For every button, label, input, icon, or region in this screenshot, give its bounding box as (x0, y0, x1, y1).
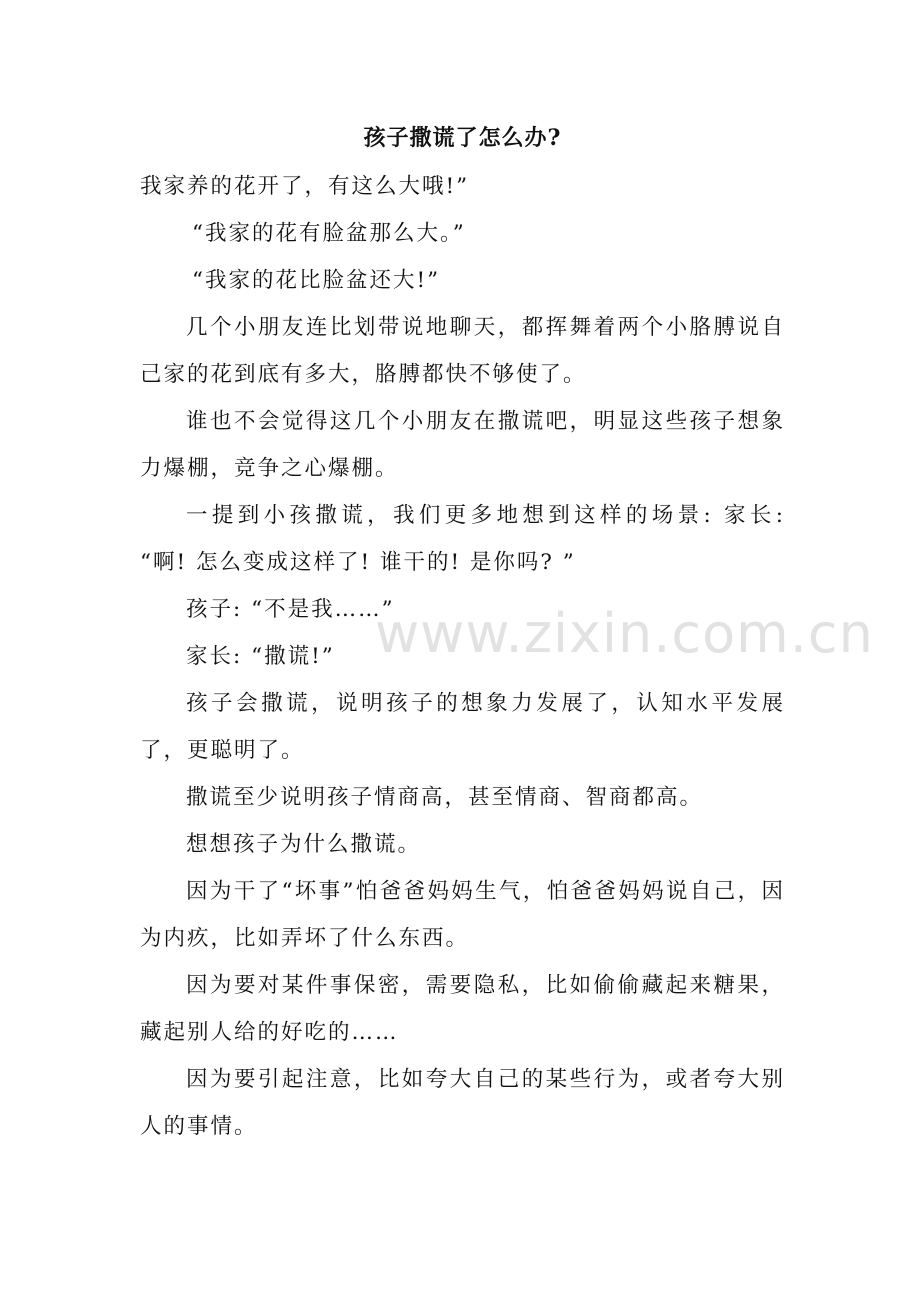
paragraph-11: 想想孩子为什么撒谎。 (186, 832, 422, 857)
watermark-text: www.zixin.com.cn (375, 602, 874, 665)
paragraph-7: 孩子: “不是我……” (186, 597, 395, 622)
paragraph-14: 因为要引起注意，比如夸大自己的某些行为，或者夸大别人的事情。 (140, 1067, 785, 1139)
paragraph-1: 我家养的花开了，有这么大哦!” (140, 174, 470, 199)
paragraph-12: 因为干了“坏事”怕爸爸妈妈生气，怕爸爸妈妈说自己，因为内疚，比如弄坏了什么东西。 (140, 879, 785, 951)
paragraph-4: 几个小朋友连比划带说地聊天，都挥舞着两个小胳膊说自己家的花到底有多大，胳膊都快不够使了。 (140, 315, 785, 387)
paragraph-10: 撒谎至少说明孩子情商高，甚至情商、智商都高。 (186, 785, 704, 810)
paragraph-13: 因为要对某件事保密，需要隐私，比如偷偷藏起来糖果，藏起别人给的好吃的…… (140, 973, 785, 1045)
paragraph-5: 谁也不会觉得这几个小朋友在撒谎吧，明显这些孩子想象力爆棚，竞争之心爆棚。 (140, 409, 785, 481)
paragraph-6: 一提到小孩撒谎，我们更多地想到这样的场景: 家长: “啊! 怎么变成这样了! 谁干的! 是你吗? ” (140, 503, 785, 575)
paragraph-3: “我家的花比脸盆还大!” (192, 268, 441, 293)
paragraph-8: 家长: “撒谎!” (186, 644, 335, 669)
document-title: 孩子撒谎了怎么办? (363, 125, 562, 151)
paragraph-2: “我家的花有脸盆那么大。” (192, 221, 466, 246)
paragraph-9: 孩子会撒谎，说明孩子的想象力发展了，认知水平发展了，更聪明了。 (140, 691, 785, 763)
